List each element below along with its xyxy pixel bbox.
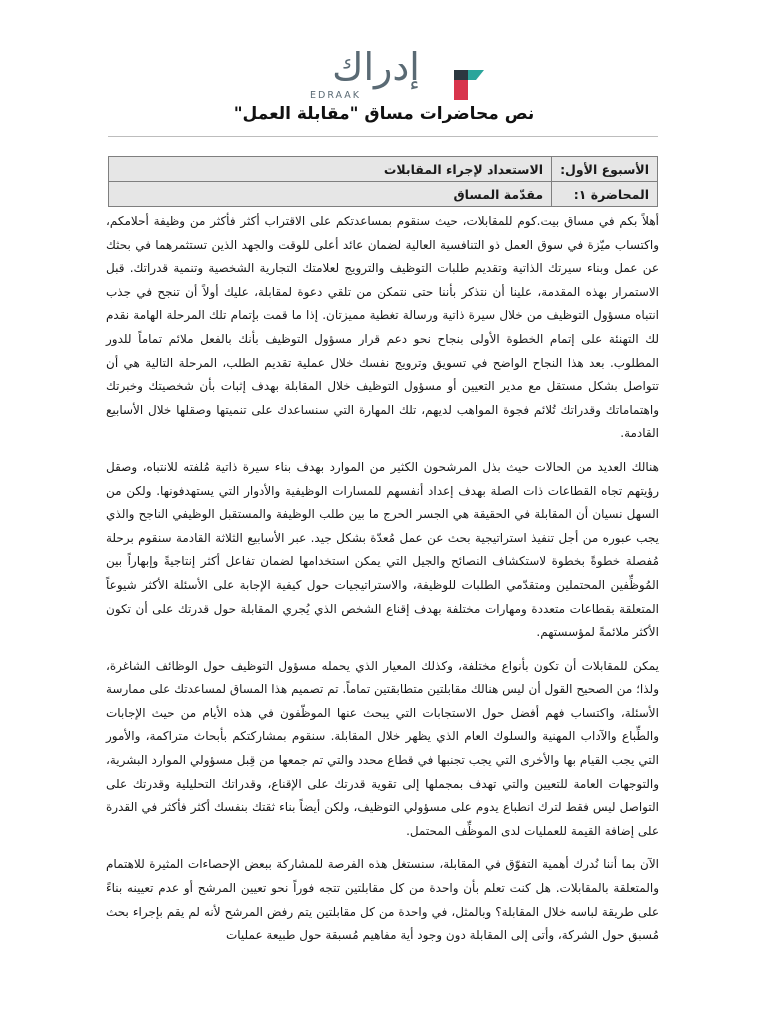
- course-info-table: [108, 156, 658, 207]
- week-row: [109, 157, 658, 182]
- edraak-logo: [304, 40, 494, 102]
- lecture-label: المحاضرة ١:: [552, 182, 658, 207]
- paragraph: أهلاً بكم في مساق بيت.كوم للمقابلات، حيث سنقوم بمساعدتكم على الاقتراب أكثر فأكثر من وظيفة أحلامكم، واكتساب ميّزة في سوق العمل ذو التنافسية العالية لضمان عائد أعلى للوقت والجهد الذين تستثمرهما في بحثك عن عمل وبناء سيرتك الذاتية وتقديم طلبات التوظيف والترويج لعلامتك التجارية الشخصية وتنمية قدراتك. قبل الاستمرار بهذه المقدمة، علينا أن نتذكر بأننا حتى نتمكن من تلقي دعوة لمقابلة، عليك أولاً أن تنجح في جذب انتباه مسؤول التوظيف من خلال سيرة ذاتية ورسالة تغطية مميزتان. إذا ما قمت بإتمام تلك المرحلة الهامة نقدم لك التهنئة على إتمام الخطوة الأولى بنجاح نحو دعم قرار مسؤول التوظيف بأنك بالفعل ملائم تماماً للدور المطلوب. بعد هذا النجاح الواضح في تسويق وترويج نفسك خلال عملية تقديم الطلب، المرحلة التالية هي أن تتواصل بشكل مستقل مع مدير التعيين أو مسؤول التوظيف خلال المقابلة بهدف إثبات بأن شخصيتك وخبرتك واهتماماتك وقدراتك تُلائم فجوة المواهب لديهم، تلك المهارة التي سنساعدك على تنميتها وصقلها خلال الأسابيع القادمة.: [106, 214, 659, 441]
- document-title: نص محاضرات مساق "مقابلة العمل": [233, 104, 535, 124]
- week-label: الأسبوع الأول:: [552, 157, 658, 182]
- lecture-row: [109, 182, 658, 207]
- lecture-transcript: [106, 210, 659, 958]
- lecture-value: مقدّمة المساق: [109, 182, 552, 207]
- paragraph: الآن بما أننا نُدرك أهمية التفوّق في المقابلة، سنستغل هذه الفرصة للمشاركة ببعض الإحصاءات المثيرة للاهتمام والمتعلقة بالمقابلات. هل كنت تعلم بأن واحدة من كل مقابلتين تتجه فوراً نحو تعيين المرشح أو عدم تعيينه بناءً على طريقة لباسه خلال المقابلة؟ وبالمثل، في واحدة من كل مقابلتين يتم رفض المرشح لأنه لم يقم بإجراء بحث مُسبق حول الشركة، وأتى إلى المقابلة دون وجود أية مفاهيم مُسبقة حول طبيعة عمليات: [106, 857, 659, 943]
- edraak-mark-icon: [454, 70, 484, 100]
- paragraph: يمكن للمقابلات أن تكون بأنواع مختلفة، وكذلك المعيار الذي يحمله مسؤول التوظيف حول الوظائف الشاغرة، ولذا؛ من الصحيح القول أن ليس هنالك مقابلتين متطابقتين تماماً. تم تصميم هذا المساق لمساعدتك على ممارسة الأسئلة، واكتساب فهم أفضل حول الاستجابات التي يبحث عنها الموظّفون في هذه الأيام من حيث الإجابات والطِّباع والآداب المهنية والسلوك العام الذي يظهر خلال المقابلة. سنقوم بمشاركتكم بأبحاث متراكمة، والأمور التي يجب القيام بها والأخرى التي يجب تجنبها في قطاع محدد والتي تم جمعها من قِبل مسؤولي الموارد البشرية، والتوجهات العامة للتعيين والتي تهدف بمجملها إلى تقوية قدرتك على الإقناع، وقدراتك التحليلية وقدرتك على التواصل ليس فقط لترك انطباع يدوم على مسؤولي التوظيف، ولكن أيضاً بناء ثقتك بنفسك أكثر فأكثر في القدرة على إضافة القيمة للعمليات لدى الموظِّف المحتمل.: [106, 658, 659, 838]
- logo-wordmark-ar: إدراك: [332, 45, 420, 89]
- paragraph: هنالك العديد من الحالات حيث بذل المرشحون الكثير من الموارد بهدف بناء سيرة ذاتية مُلفته للانتباه، وصقل رؤيتهم تجاه القطاعات ذات الصلة بهدف إعداد أنفسهم للمسارات الوظيفية والأدوار التي يستهدفونها. ولكن من السهل نسيان أن المقابلة في الحقيقة هي الجسر الحرج ما بين طلب الوظيفة والمستقبل الوظيفي الناجح والذي يجب عبوره من أجل تنفيذ استراتيجية بحث عن عمل مُعدّة بشكل جيد. عبر الأسابيع الثلاثة القادمة سنقوم برحلة مُفصلة خطوةً بخطوة لاستكشاف النصائح والجيل التي يمكن استخدامها لضمان تفاعل أكثر إنتاجيةً وإبهاراً بين المُوظِّفين المحتملين ومتقدّمي الطلبات للوظيفة، والاستراتيجيات حول كيفية الإجابة على الأسئلة الأكثر شيوعاً المتعلقة بقطاعات متعددة ومهارات مختلفة بهدف إقناع الشخص الذي يُجري المقابلة حول قدرتك على أن تكون الأكثر ملائمةً لمؤسستهم.: [106, 459, 659, 640]
- logo-wordmark-en: EDRAAK: [310, 90, 362, 101]
- week-value: الاستعداد لإجراء المقابلات: [109, 157, 552, 182]
- title-divider: [108, 136, 658, 137]
